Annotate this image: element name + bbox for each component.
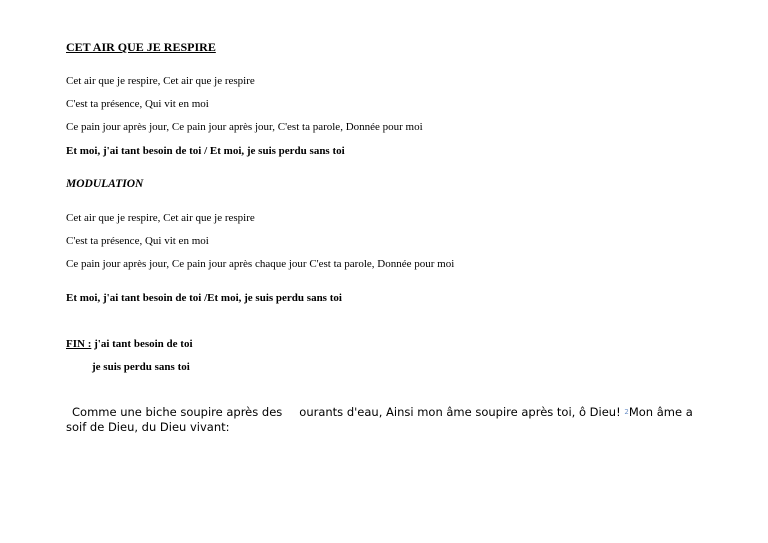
song-title: CET AIR QUE JE RESPIRE [66, 40, 216, 54]
verse2-line1: Cet air que je respire, Cet air que je respire [66, 212, 255, 224]
psalm-part3: Mon âme a soif de Dieu, du Dieu vivant: [66, 405, 693, 434]
fin-text1: j'ai tant besoin de toi [94, 338, 193, 350]
verse2-line2: C'est ta présence, Qui vit en moi [66, 235, 209, 247]
psalm-part2: ourants d'eau, Ainsi mon âme soupire après toi, ô Dieu! [299, 405, 621, 419]
verse1-line1: Cet air que je respire, Cet air que je respire [66, 75, 255, 87]
verse1-line2: C'est ta présence, Qui vit en moi [66, 98, 209, 110]
verse1-chorus: Et moi, j'ai tant besoin de toi / Et moi, je suis perdu sans toi [66, 145, 345, 157]
verse2-chorus: Et moi, j'ai tant besoin de toi /Et moi, je suis perdu sans toi [66, 292, 342, 304]
verse1-line3: Ce pain jour après jour, Ce pain jour après jour, C'est ta parole, Donnée pour moi [66, 121, 423, 133]
verse-number-marker: 2 [624, 408, 629, 416]
fin-line1 [66, 338, 193, 351]
psalm-part1: Comme une biche soupire après des [72, 405, 283, 419]
verse2-line3: Ce pain jour après jour, Ce pain jour après chaque jour C'est ta parole, Donnée pour moi [66, 258, 455, 270]
psalm-verse [66, 405, 706, 435]
fin-label: FIN : [66, 338, 92, 350]
fin-line2: je suis perdu sans toi [92, 361, 190, 373]
modulation-heading: MODULATION [66, 178, 144, 190]
